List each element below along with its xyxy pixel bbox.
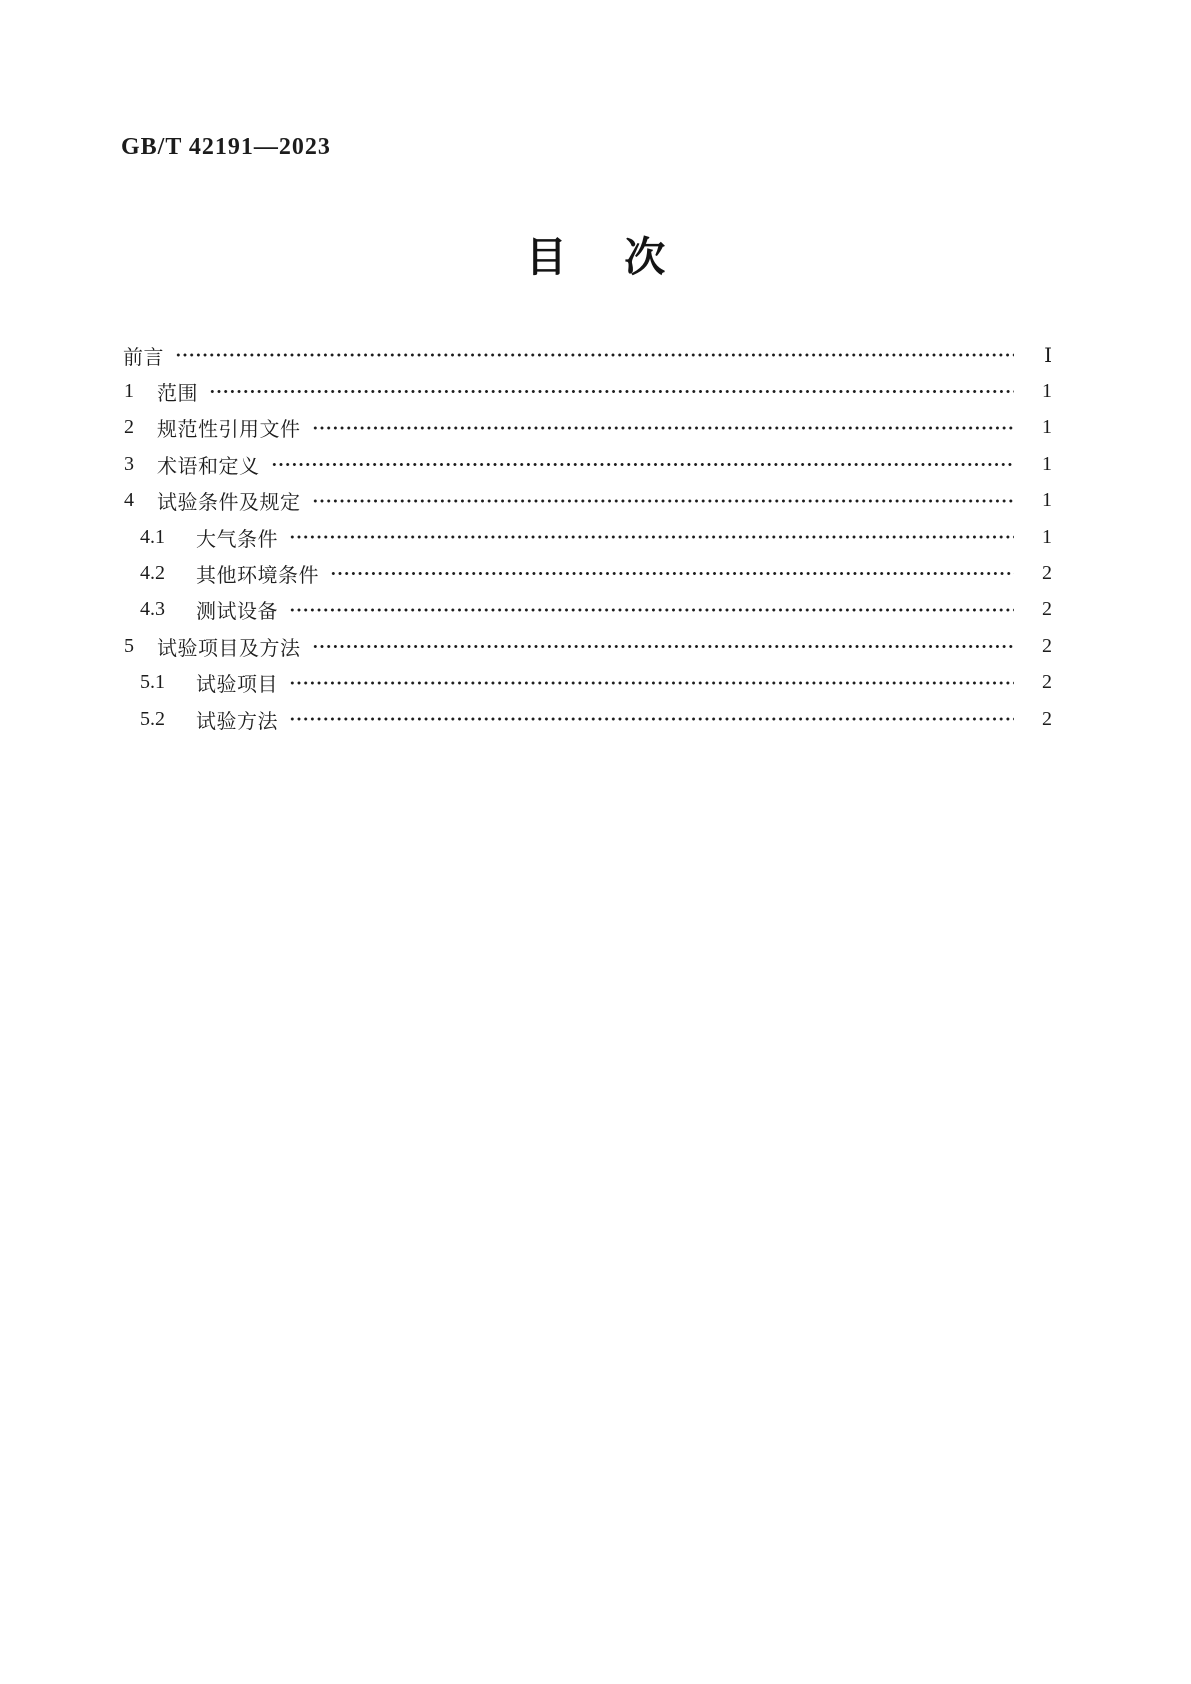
toc-entry	[120, 519, 1052, 555]
toc-entry-label: 试验方法	[196, 710, 278, 733]
toc-entry-label: 测试设备	[196, 601, 278, 624]
page-title: 目 次	[525, 234, 666, 280]
toc-entry	[120, 446, 1052, 482]
toc-entry-page: 1	[1042, 489, 1052, 512]
toc-entry-page: 2	[1042, 634, 1052, 657]
toc-entry-page: 1	[1042, 416, 1052, 439]
toc-entry-page: 2	[1042, 707, 1052, 730]
toc-entry-number: 1	[124, 380, 134, 403]
toc-entry-label: 术语和定义	[157, 455, 260, 478]
toc-entry-number: 5.1	[140, 671, 165, 694]
toc-entry-page: Ⅰ	[1044, 344, 1052, 367]
dot-leader	[289, 592, 1014, 628]
dot-leader	[209, 373, 1014, 409]
toc-entry-label: 范围	[157, 383, 198, 406]
toc-entry-number: 4.3	[140, 598, 165, 621]
toc-entry-page: 1	[1042, 525, 1052, 548]
toc-entry-number: 3	[124, 452, 134, 475]
toc-entry	[120, 483, 1052, 519]
dot-leader	[175, 337, 1014, 373]
toc-entry	[120, 701, 1052, 737]
toc-entry-number: 4.2	[140, 562, 165, 585]
standard-number: GB/T 42191—2023	[121, 134, 331, 160]
toc-entry-label: 前言	[123, 346, 164, 369]
toc-entry	[120, 373, 1052, 409]
dot-leader	[289, 701, 1014, 737]
toc-entry-label: 大气条件	[196, 528, 278, 551]
toc-entry-number: 5	[124, 634, 134, 657]
dot-leader	[289, 665, 1014, 701]
toc-entry-page: 1	[1042, 452, 1052, 475]
toc-entry-label: 其他环境条件	[196, 565, 319, 588]
dot-leader	[312, 410, 1015, 446]
toc-entry	[120, 628, 1052, 664]
toc-entry	[120, 665, 1052, 701]
toc-entry-label: 试验项目及方法	[157, 637, 301, 660]
toc-entry-number: 4	[124, 489, 134, 512]
toc-entry	[120, 592, 1052, 628]
toc-entry-number: 4.1	[140, 525, 165, 548]
toc-entry-page: 2	[1042, 671, 1052, 694]
toc-entry-number: 5.2	[140, 707, 165, 730]
dot-leader	[271, 446, 1015, 482]
toc-entry-number: 2	[124, 416, 134, 439]
toc-entry	[120, 555, 1052, 591]
toc-list	[120, 337, 1052, 737]
toc-entry-label: 试验条件及规定	[157, 492, 301, 515]
dot-leader	[289, 519, 1014, 555]
toc-entry-page: 2	[1042, 598, 1052, 621]
toc-entry-page: 2	[1042, 562, 1052, 585]
toc-entry	[120, 337, 1052, 373]
dot-leader	[330, 555, 1014, 591]
toc-entry	[120, 410, 1052, 446]
dot-leader	[312, 483, 1015, 519]
dot-leader	[312, 628, 1015, 664]
toc-entry-page: 1	[1042, 380, 1052, 403]
toc-entry-label: 试验项目	[196, 674, 278, 697]
toc-entry-label: 规范性引用文件	[157, 419, 301, 442]
